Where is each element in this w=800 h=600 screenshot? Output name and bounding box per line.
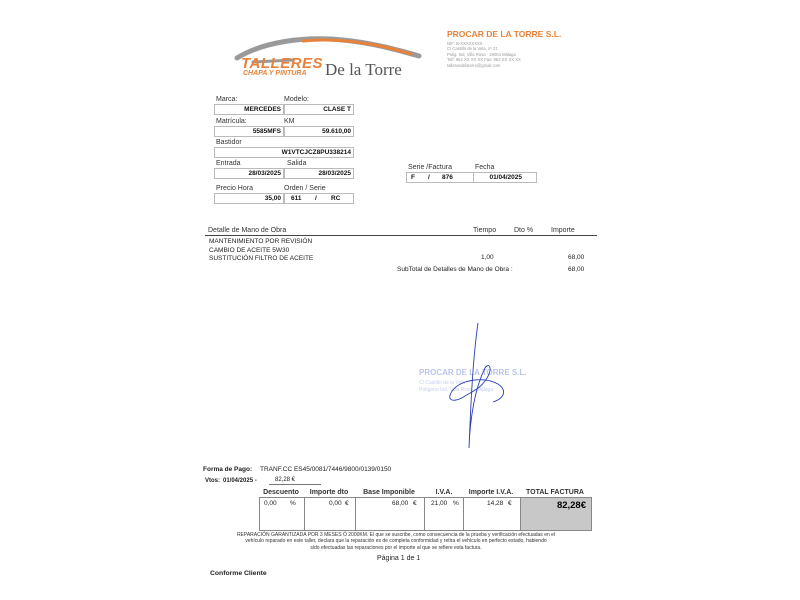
marca-box [214,104,284,115]
importe-iva-value: 14,28 [487,500,504,507]
disclaimer-line: vehículo reparado en este taller, declara que la reparación es de completa conformidad y retira el vehículo en perfecto estado, habiendo [245,538,547,545]
labour-importe: 68,00 [568,254,585,261]
dto-header: Dto % [514,227,534,234]
precio-hora-box [214,193,284,204]
disclaimer [203,532,589,551]
subtotal-value: 68,00 [568,266,585,273]
company-details [447,41,521,68]
base-imponible-value: 68,00 [392,500,409,507]
importe-dto-unit: € [345,500,349,507]
iva-cell [424,497,464,531]
base-imponible-header: Base Imponible [363,489,415,496]
matricula-label: Matrícula: [216,118,247,125]
forma-pago-value: TRANF.CC ES45/0081/7446/9800/0139/0150 [260,466,392,473]
disclaimer-line: REPARACIÓN GARANTIZADA POR 3 MESES Ó 2000KM. El que se suscribe, como consecuencia de la prueba y verificación efectuadas en el [236,532,556,538]
matricula-box [214,126,284,137]
importe-iva-header: Importe I.V.A. [468,489,514,496]
company-detail-line: C/ Castillo de la Vela, nº 21 [447,46,498,52]
labour-line-item: SUSTITUCIÓN FILTRO DE ACEITE [209,255,314,262]
entrada-box [214,168,284,179]
marca-value: MERCEDES [244,106,281,113]
logo-talleres-text: TALLERES [241,55,324,72]
fecha-value: 01/04/2025 [489,174,522,181]
importe-iva-unit: € [508,500,512,507]
modelo-label: Modelo: [284,96,309,103]
company-name: PROCAR DE LA TORRE S.L. [447,29,562,39]
orden-value: 611 [291,195,302,202]
km-box [284,126,354,137]
serie-value: RC [331,195,341,202]
descuento-unit: % [290,500,296,507]
signature-icon [423,318,523,458]
serie-factura-box [406,172,474,183]
orden-serie-box [284,193,354,204]
stamp-line: Polígono Ind. Villa Rosa · Málaga [419,387,494,393]
labour-line-item: CAMBIO DE ACEITE 5W30 [209,246,290,254]
vto-fecha: 01/04/2025 - [223,478,257,484]
fecha-label: Fecha [475,164,495,171]
stamp-company-name: PROCAR DE LA TORRE S.L. [419,368,527,377]
vtos-label: Vtos: [205,478,220,484]
labour-lines [209,238,313,264]
importe-iva-cell [463,497,521,531]
bastidor-label: Bastidor [216,139,242,146]
total-factura-header: TOTAL FACTURA [526,489,584,496]
disclaimer-line: sido efectuadas las reparaciones por el importe al que se refiere esta factura. [310,544,482,551]
iva-value: 21,00 [431,500,448,507]
bastidor-box [214,147,354,158]
importe-header: Importe [551,227,575,234]
iva-header: I.V.A. [435,489,453,496]
km-label: KM [284,118,295,125]
vto-importe: 82,28 € [275,477,296,483]
fecha-box [473,172,537,183]
orden-serie-label: Orden / Serie [284,185,326,192]
subtotal-label: SubTotal de Detalles de Mano de Obra : [397,266,513,273]
precio-hora-value: 35,00 [264,195,281,202]
logo-name-text: De la Torre [325,60,402,79]
importe-dto-header: Importe dto [309,489,349,496]
iva-unit: % [453,500,459,507]
descuento-header: Descuento [263,489,299,496]
km-value: 59.610,00 [322,128,351,135]
invoice-serie: F [411,174,415,181]
company-detail-line: NIF: B-XXXXXXXX [447,41,483,46]
forma-pago-label: Forma de Pago: [203,466,253,473]
company-detail-line: Polig. Ind. Villa Rosa · 29004 Málaga [447,51,516,57]
bastidor-value: W1VTCJCZ8PU338214 [281,149,351,156]
importe-dto-cell [304,497,356,531]
tiempo-header: Tiempo [473,227,497,234]
salida-box [284,168,354,179]
entrada-value: 28/03/2025 [248,170,281,177]
total-factura-value: 82,28€ [556,500,586,511]
stamp-line: C/ Castillo de la Vela [419,380,466,386]
salida-label: Salida [287,160,307,167]
orden-separator: / [315,195,317,202]
page-number: Página 1 de 1 [377,555,421,562]
base-imponible-unit: € [413,500,417,507]
base-imponible-cell [355,497,425,531]
modelo-value: CLASE T [323,106,351,113]
marca-label: Marca: [216,96,238,103]
precio-hora-label: Precio Hora [216,185,253,192]
descuento-value: 0,00 [264,500,277,507]
salida-value: 28/03/2025 [318,170,351,177]
company-detail-line: talleresdelatorre@gmail.com [447,62,501,68]
invoice-separator: / [428,174,430,181]
table-header-rule [205,235,597,236]
company-detail-line: Telf: 952 XX XX XX Fax: 952 XX XX XX [447,57,521,63]
modelo-box [284,104,354,115]
matricula-value: 5585MFS [252,128,281,135]
invoice-number: 876 [442,174,453,181]
entrada-label: Entrada [216,160,241,167]
serie-factura-label: Serie /Factura [408,164,452,171]
invoice-page [193,0,613,600]
labour-line-item: MANTENIMIENTO POR REVISIÓN [209,238,313,245]
labour-tiempo: 1,00 [481,254,494,261]
detalle-header: Detalle de Mano de Obra [208,227,287,234]
descuento-cell [259,497,305,531]
conforme-cliente: Conforme Cliente [210,570,267,577]
total-factura-cell [520,497,592,531]
importe-dto-value: 0,00 [329,500,342,507]
vto-underline [269,484,321,485]
logo-chapa-text: CHAPA Y PINTURA [243,70,307,77]
